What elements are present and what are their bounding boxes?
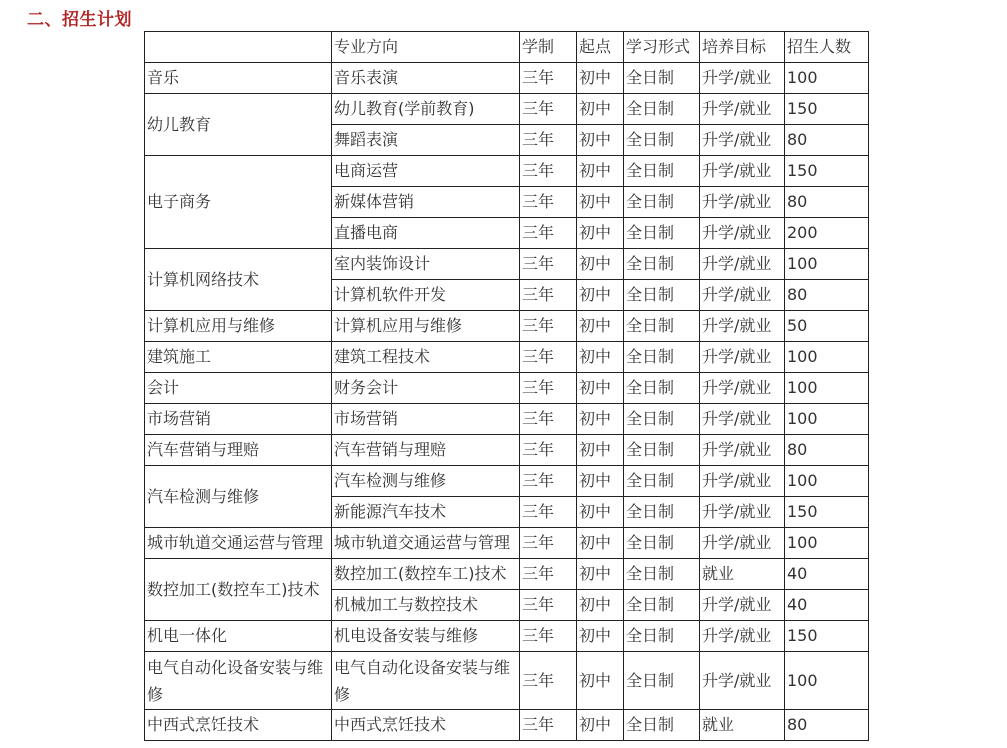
duration-cell: 三年 <box>520 342 577 373</box>
duration-cell: 三年 <box>520 590 577 621</box>
category-cell: 汽车检测与维修 <box>145 466 332 528</box>
count-cell: 150 <box>785 497 869 528</box>
table-row <box>145 63 869 94</box>
duration-cell: 三年 <box>520 156 577 187</box>
count-cell: 40 <box>785 559 869 590</box>
duration-cell: 三年 <box>520 497 577 528</box>
start-cell: 初中 <box>577 497 624 528</box>
table-row <box>145 710 869 741</box>
table-row <box>145 404 869 435</box>
major-cell: 财务会计 <box>332 373 520 404</box>
major-cell: 汽车检测与维修 <box>332 466 520 497</box>
goal-cell: 升学/就业 <box>700 466 785 497</box>
count-cell: 200 <box>785 218 869 249</box>
duration-cell: 三年 <box>520 435 577 466</box>
category-cell: 城市轨道交通运营与管理 <box>145 528 332 559</box>
major-cell: 中西式烹饪技术 <box>332 710 520 741</box>
category-cell: 音乐 <box>145 63 332 94</box>
major-cell: 舞蹈表演 <box>332 125 520 156</box>
duration-cell: 三年 <box>520 280 577 311</box>
category-cell: 机电一体化 <box>145 621 332 652</box>
major-cell: 数控加工(数控车工)技术 <box>332 559 520 590</box>
form-cell: 全日制 <box>624 621 700 652</box>
count-cell: 100 <box>785 342 869 373</box>
start-cell: 初中 <box>577 710 624 741</box>
table-row <box>145 342 869 373</box>
count-cell: 100 <box>785 373 869 404</box>
form-cell: 全日制 <box>624 435 700 466</box>
count-cell: 80 <box>785 187 869 218</box>
start-cell: 初中 <box>577 125 624 156</box>
duration-cell: 三年 <box>520 94 577 125</box>
major-cell: 机械加工与数控技术 <box>332 590 520 621</box>
header-major: 专业方向 <box>332 32 520 63</box>
category-cell: 数控加工(数控车工)技术 <box>145 559 332 621</box>
form-cell: 全日制 <box>624 404 700 435</box>
count-cell: 100 <box>785 404 869 435</box>
start-cell: 初中 <box>577 187 624 218</box>
form-cell: 全日制 <box>624 311 700 342</box>
header-duration: 学制 <box>520 32 577 63</box>
duration-cell: 三年 <box>520 373 577 404</box>
form-cell: 全日制 <box>624 590 700 621</box>
goal-cell: 升学/就业 <box>700 652 785 710</box>
count-cell: 150 <box>785 621 869 652</box>
duration-cell: 三年 <box>520 528 577 559</box>
major-cell: 新媒体营销 <box>332 187 520 218</box>
table-row <box>145 559 869 590</box>
table-body <box>145 63 869 741</box>
duration-cell: 三年 <box>520 621 577 652</box>
header-form: 学习形式 <box>624 32 700 63</box>
start-cell: 初中 <box>577 652 624 710</box>
table-row <box>145 435 869 466</box>
goal-cell: 升学/就业 <box>700 187 785 218</box>
goal-cell: 升学/就业 <box>700 404 785 435</box>
category-cell: 市场营销 <box>145 404 332 435</box>
major-cell: 机电设备安装与维修 <box>332 621 520 652</box>
start-cell: 初中 <box>577 280 624 311</box>
category-cell: 会计 <box>145 373 332 404</box>
count-cell: 100 <box>785 63 869 94</box>
goal-cell: 升学/就业 <box>700 373 785 404</box>
major-cell: 幼儿教育(学前教育) <box>332 94 520 125</box>
start-cell: 初中 <box>577 94 624 125</box>
start-cell: 初中 <box>577 218 624 249</box>
duration-cell: 三年 <box>520 249 577 280</box>
enrollment-plan-table <box>144 31 869 741</box>
form-cell: 全日制 <box>624 280 700 311</box>
major-cell: 直播电商 <box>332 218 520 249</box>
goal-cell: 升学/就业 <box>700 218 785 249</box>
category-cell: 幼儿教育 <box>145 94 332 156</box>
major-cell: 计算机应用与维修 <box>332 311 520 342</box>
table-row <box>145 249 869 280</box>
header-category <box>145 32 332 63</box>
goal-cell: 升学/就业 <box>700 621 785 652</box>
duration-cell: 三年 <box>520 404 577 435</box>
duration-cell: 三年 <box>520 63 577 94</box>
count-cell: 80 <box>785 710 869 741</box>
start-cell: 初中 <box>577 311 624 342</box>
table-row <box>145 466 869 497</box>
table-row <box>145 652 869 710</box>
count-cell: 150 <box>785 156 869 187</box>
major-cell: 室内装饰设计 <box>332 249 520 280</box>
table-row <box>145 373 869 404</box>
start-cell: 初中 <box>577 559 624 590</box>
form-cell: 全日制 <box>624 342 700 373</box>
form-cell: 全日制 <box>624 63 700 94</box>
major-cell: 新能源汽车技术 <box>332 497 520 528</box>
start-cell: 初中 <box>577 249 624 280</box>
form-cell: 全日制 <box>624 710 700 741</box>
goal-cell: 就业 <box>700 710 785 741</box>
major-cell: 电商运营 <box>332 156 520 187</box>
count-cell: 100 <box>785 528 869 559</box>
goal-cell: 升学/就业 <box>700 63 785 94</box>
major-cell: 电气自动化设备安装与维修 <box>332 652 520 710</box>
category-cell: 中西式烹饪技术 <box>145 710 332 741</box>
form-cell: 全日制 <box>624 218 700 249</box>
form-cell: 全日制 <box>624 652 700 710</box>
category-cell: 计算机网络技术 <box>145 249 332 311</box>
duration-cell: 三年 <box>520 710 577 741</box>
goal-cell: 升学/就业 <box>700 280 785 311</box>
goal-cell: 升学/就业 <box>700 497 785 528</box>
major-cell: 建筑工程技术 <box>332 342 520 373</box>
section-heading: 二、招生计划 <box>27 10 132 30</box>
table-row <box>145 528 869 559</box>
count-cell: 150 <box>785 94 869 125</box>
count-cell: 100 <box>785 466 869 497</box>
start-cell: 初中 <box>577 373 624 404</box>
goal-cell: 升学/就业 <box>700 94 785 125</box>
start-cell: 初中 <box>577 156 624 187</box>
major-cell: 计算机软件开发 <box>332 280 520 311</box>
major-cell: 音乐表演 <box>332 63 520 94</box>
goal-cell: 升学/就业 <box>700 249 785 280</box>
form-cell: 全日制 <box>624 94 700 125</box>
count-cell: 80 <box>785 435 869 466</box>
form-cell: 全日制 <box>624 528 700 559</box>
form-cell: 全日制 <box>624 187 700 218</box>
header-goal: 培养目标 <box>700 32 785 63</box>
goal-cell: 就业 <box>700 559 785 590</box>
count-cell: 50 <box>785 311 869 342</box>
category-cell: 计算机应用与维修 <box>145 311 332 342</box>
table-row <box>145 311 869 342</box>
form-cell: 全日制 <box>624 156 700 187</box>
category-cell: 电子商务 <box>145 156 332 249</box>
start-cell: 初中 <box>577 590 624 621</box>
table-row <box>145 156 869 187</box>
header-row <box>145 32 869 63</box>
count-cell: 40 <box>785 590 869 621</box>
form-cell: 全日制 <box>624 373 700 404</box>
duration-cell: 三年 <box>520 652 577 710</box>
major-cell: 城市轨道交通运营与管理 <box>332 528 520 559</box>
count-cell: 100 <box>785 249 869 280</box>
start-cell: 初中 <box>577 435 624 466</box>
start-cell: 初中 <box>577 342 624 373</box>
goal-cell: 升学/就业 <box>700 156 785 187</box>
goal-cell: 升学/就业 <box>700 435 785 466</box>
duration-cell: 三年 <box>520 466 577 497</box>
duration-cell: 三年 <box>520 559 577 590</box>
start-cell: 初中 <box>577 404 624 435</box>
duration-cell: 三年 <box>520 311 577 342</box>
start-cell: 初中 <box>577 63 624 94</box>
header-start: 起点 <box>577 32 624 63</box>
goal-cell: 升学/就业 <box>700 528 785 559</box>
goal-cell: 升学/就业 <box>700 125 785 156</box>
header-count: 招生人数 <box>785 32 869 63</box>
major-cell: 市场营销 <box>332 404 520 435</box>
start-cell: 初中 <box>577 621 624 652</box>
form-cell: 全日制 <box>624 497 700 528</box>
form-cell: 全日制 <box>624 125 700 156</box>
category-cell: 建筑施工 <box>145 342 332 373</box>
form-cell: 全日制 <box>624 249 700 280</box>
start-cell: 初中 <box>577 528 624 559</box>
category-cell: 电气自动化设备安装与维修 <box>145 652 332 710</box>
duration-cell: 三年 <box>520 125 577 156</box>
count-cell: 80 <box>785 280 869 311</box>
form-cell: 全日制 <box>624 466 700 497</box>
form-cell: 全日制 <box>624 559 700 590</box>
count-cell: 100 <box>785 652 869 710</box>
goal-cell: 升学/就业 <box>700 342 785 373</box>
goal-cell: 升学/就业 <box>700 311 785 342</box>
category-cell: 汽车营销与理赔 <box>145 435 332 466</box>
goal-cell: 升学/就业 <box>700 590 785 621</box>
table-row <box>145 621 869 652</box>
count-cell: 80 <box>785 125 869 156</box>
duration-cell: 三年 <box>520 187 577 218</box>
major-cell: 汽车营销与理赔 <box>332 435 520 466</box>
table-row <box>145 94 869 125</box>
duration-cell: 三年 <box>520 218 577 249</box>
start-cell: 初中 <box>577 466 624 497</box>
